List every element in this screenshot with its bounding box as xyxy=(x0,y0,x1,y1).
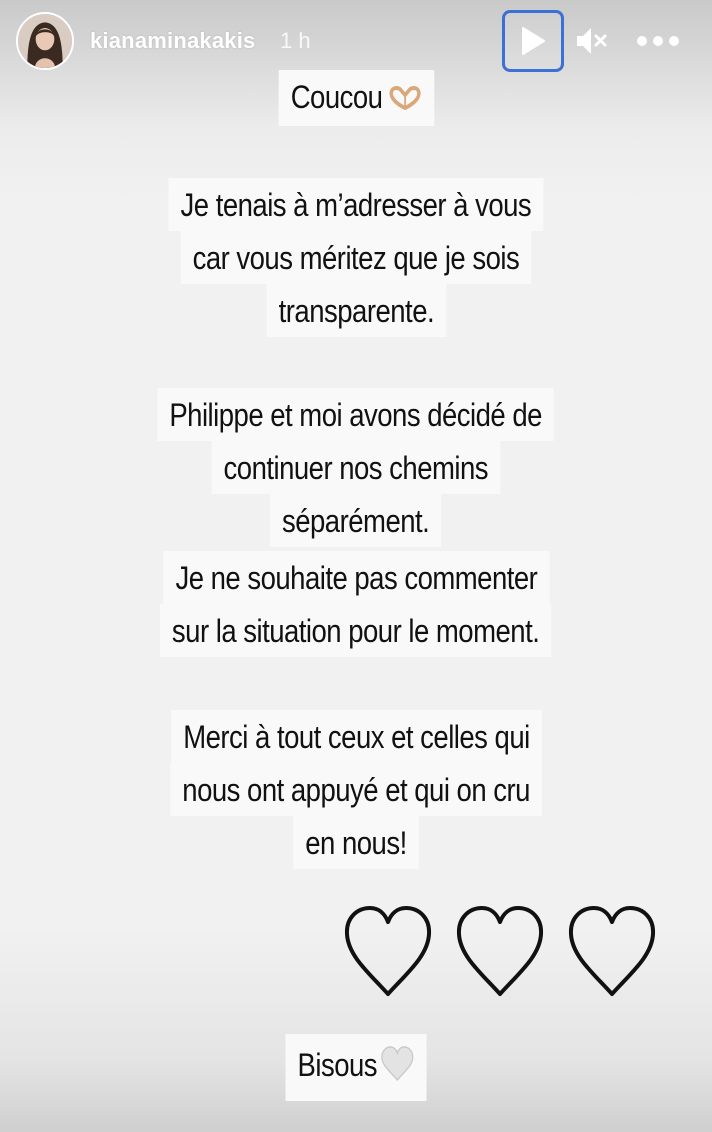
paragraph-1-line-1: Je tenais à m’adresser à vous xyxy=(169,178,544,231)
greeting-line xyxy=(278,70,433,126)
heart-hands-emoji-icon xyxy=(387,82,421,118)
greeting-text: Coucou xyxy=(290,79,383,115)
greeting-block xyxy=(0,70,712,126)
outline-heart-icon xyxy=(452,900,548,1000)
username[interactable]: kianaminakakis xyxy=(90,28,256,53)
white-heart-emoji-icon xyxy=(380,1046,414,1089)
paragraph-1 xyxy=(0,178,712,337)
mute-button[interactable] xyxy=(574,24,610,58)
paragraph-3 xyxy=(0,551,712,657)
play-icon xyxy=(520,26,546,56)
paragraph-2 xyxy=(0,388,712,547)
outline-heart-icon xyxy=(564,900,660,1000)
signoff-block xyxy=(0,1034,712,1101)
outline-heart-icon xyxy=(340,900,436,1000)
signoff-line xyxy=(285,1034,426,1101)
paragraph-2-line-3: séparément. xyxy=(270,494,441,547)
hearts-sticker xyxy=(336,900,676,1006)
signoff-text: Bisous xyxy=(297,1046,377,1083)
paragraph-4-line-2: nous ont appuyé et qui on cru xyxy=(170,763,542,816)
paragraph-2-line-1: Philippe et moi avons décidé de xyxy=(158,388,555,441)
more-options-icon xyxy=(636,26,680,56)
paragraph-2-line-2: continuer nos chemins xyxy=(212,441,501,494)
paragraph-1-line-3: transparente. xyxy=(266,284,446,337)
mute-icon xyxy=(574,24,610,58)
profile-avatar[interactable] xyxy=(16,12,74,70)
avatar-image xyxy=(18,14,72,68)
paragraph-3-line-2: sur la situation pour le moment. xyxy=(160,604,552,657)
paragraph-3-line-1: Je ne souhaite pas commenter xyxy=(163,551,549,604)
paragraph-4 xyxy=(0,710,712,869)
timestamp: 1 h xyxy=(280,28,311,53)
more-options-button[interactable] xyxy=(636,26,680,56)
paragraph-4-line-1: Merci à tout ceux et celles qui xyxy=(171,710,542,763)
play-button[interactable] xyxy=(502,10,564,72)
paragraph-1-line-2: car vous méritez que je sois xyxy=(181,231,532,284)
paragraph-4-line-3: en nous! xyxy=(293,816,419,869)
